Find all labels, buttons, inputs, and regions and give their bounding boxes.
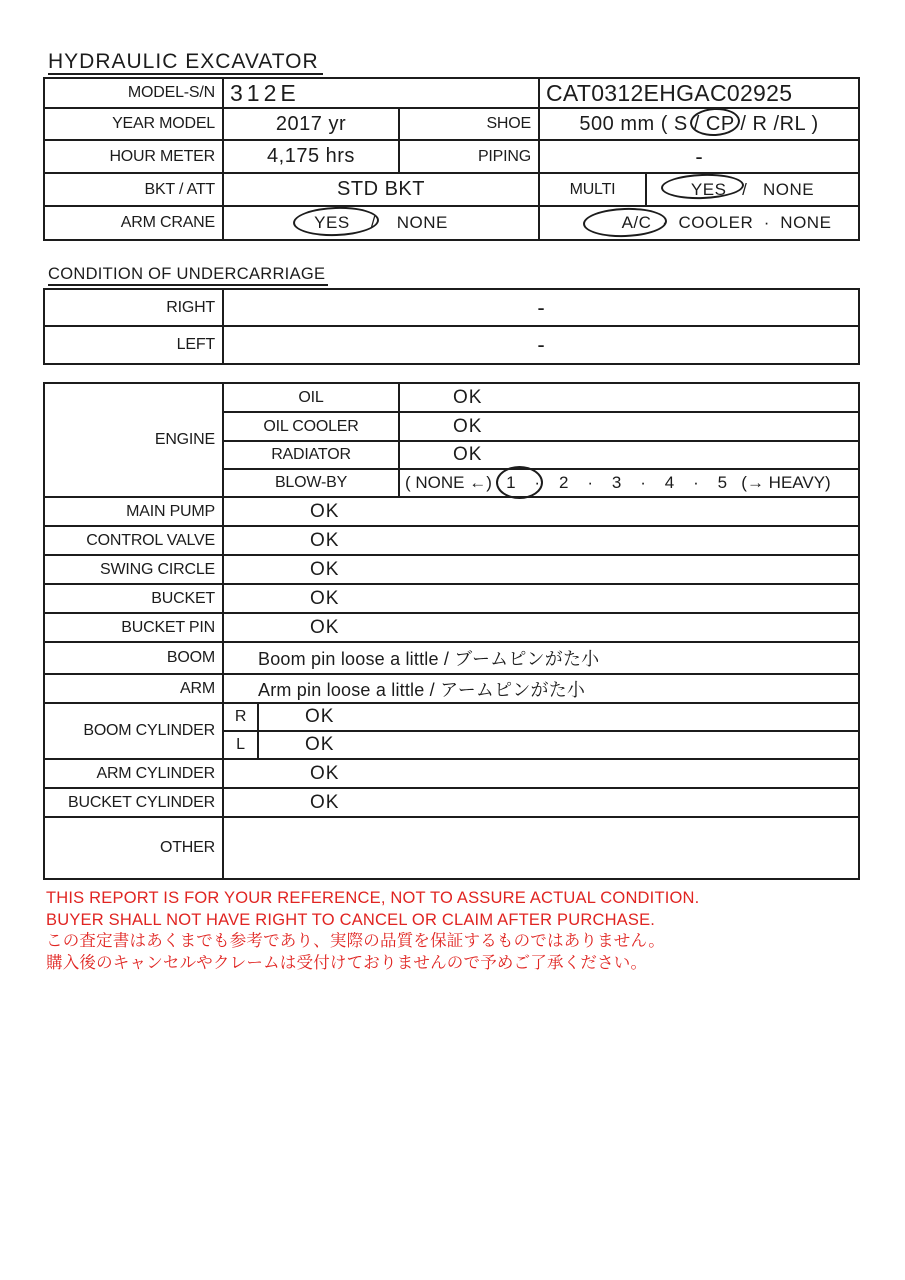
row-bucket xyxy=(44,584,859,613)
arm-crane-value: YES / NONE xyxy=(223,206,539,240)
bkt-att-value: STD BKT xyxy=(223,173,539,206)
row-model-sn xyxy=(44,78,859,108)
swing-circle-value: OK xyxy=(223,555,859,584)
row-other xyxy=(44,817,859,879)
boom-cylinder-r-value: OK xyxy=(258,703,859,731)
hour-meter-value: 4,175 hrs xyxy=(223,140,399,173)
bucket-cylinder-value: OK xyxy=(223,788,859,817)
year-model-value: 2017 yr xyxy=(223,108,399,140)
disclaimer-line-2: BUYER SHALL NOT HAVE RIGHT TO CANCEL OR CLAIM AFTER PURCHASE. xyxy=(46,910,656,929)
row-undercarriage-left xyxy=(44,326,859,364)
row-bucket-pin xyxy=(44,613,859,642)
shoe-label: SHOE xyxy=(399,108,539,140)
arm-value: Arm pin loose a little / アームピンがた小 xyxy=(223,674,859,703)
model-sn-label: MODEL-S/N xyxy=(44,78,223,108)
bucket-value: OK xyxy=(223,584,859,613)
bucket-pin-value: OK xyxy=(223,613,859,642)
right-label: RIGHT xyxy=(44,289,223,326)
radiator-value: OK xyxy=(399,441,859,469)
row-bucket-cylinder xyxy=(44,788,859,817)
multi-label: MULTI xyxy=(539,173,646,206)
boom-cylinder-label: BOOM CYLINDER xyxy=(44,703,223,759)
other-value xyxy=(223,817,859,879)
control-valve-value: OK xyxy=(223,526,859,555)
swing-circle-label: SWING CIRCLE xyxy=(44,555,223,584)
ac-cooler-value: A/C · COOLER · NONE xyxy=(539,206,859,240)
arm-cylinder-value: OK xyxy=(223,759,859,788)
row-boom-cylinder-r xyxy=(44,703,859,731)
disclaimer-line-1: THIS REPORT IS FOR YOUR REFERENCE, NOT TO ASSURE ACTUAL CONDITION. xyxy=(46,889,700,907)
page-title: HYDRAULIC EXCAVATOR xyxy=(48,52,323,75)
undercarriage-table xyxy=(43,288,860,365)
boom-cylinder-l-label: L xyxy=(223,731,258,759)
engine-label: ENGINE xyxy=(44,383,223,497)
blowby-scale-value: ( NONE ←) 1 · 2 · 3 · 4 · 5 (→ HEAVY) xyxy=(399,469,859,497)
arm-label: ARM xyxy=(44,674,223,703)
main-pump-value: OK xyxy=(223,497,859,526)
spec-table xyxy=(43,77,860,241)
arm-crane-label: ARM CRANE xyxy=(44,206,223,240)
radiator-label: RADIATOR xyxy=(223,441,399,469)
disclaimer-block xyxy=(46,888,699,974)
engine-oil-value: OK xyxy=(399,383,859,412)
right-value: - xyxy=(223,289,859,326)
boom-label: BOOM xyxy=(44,642,223,674)
disclaimer-line-3: この査定書はあくまでも参考であり、実際の品質を保証するものではありません。 xyxy=(46,932,665,951)
multi-value: YES / NONE xyxy=(646,173,859,206)
left-label: LEFT xyxy=(44,326,223,364)
year-model-label: YEAR MODEL xyxy=(44,108,223,140)
disclaimer-line-4: 購入後のキャンセルやクレームは受付けておりませんので予めご了承ください。 xyxy=(46,953,648,972)
piping-label: PIPING xyxy=(399,140,539,173)
model-sn-value: 312E xyxy=(223,78,539,108)
control-valve-label: CONTROL VALVE xyxy=(44,526,223,555)
boom-cylinder-r-label: R xyxy=(223,703,258,731)
row-hour-piping xyxy=(44,140,859,173)
oil-cooler-label: OIL COOLER xyxy=(223,412,399,441)
row-armcrane-ac xyxy=(44,206,859,240)
left-value: - xyxy=(223,326,859,364)
row-swing-circle xyxy=(44,555,859,584)
oil-cooler-value: OK xyxy=(399,412,859,441)
bucket-label: BUCKET xyxy=(44,584,223,613)
bucket-pin-label: BUCKET PIN xyxy=(44,613,223,642)
other-label: OTHER xyxy=(44,817,223,879)
boom-value: Boom pin loose a little / ブームピンがた小 xyxy=(223,642,859,674)
row-arm-cylinder xyxy=(44,759,859,788)
bkt-att-label: BKT / ATT xyxy=(44,173,223,206)
arm-cylinder-label: ARM CYLINDER xyxy=(44,759,223,788)
row-engine-oil xyxy=(44,383,859,412)
engine-oil-label: OIL xyxy=(223,383,399,412)
shoe-value: 500 mm ( S / CP / R /RL ) xyxy=(539,108,859,140)
inspection-table xyxy=(43,382,860,880)
piping-value: - xyxy=(539,140,859,173)
serial-number-value: CAT0312EHGAC02925 xyxy=(539,78,859,108)
circle-annotation-blowby-1 xyxy=(496,466,543,499)
row-arm xyxy=(44,674,859,703)
undercarriage-section-title: CONDITION OF UNDERCARRIAGE xyxy=(48,266,328,286)
bucket-cylinder-label: BUCKET CYLINDER xyxy=(44,788,223,817)
blowby-label: BLOW-BY xyxy=(223,469,399,497)
main-pump-label: MAIN PUMP xyxy=(44,497,223,526)
row-boom xyxy=(44,642,859,674)
row-main-pump xyxy=(44,497,859,526)
row-undercarriage-right xyxy=(44,289,859,326)
boom-cylinder-l-value: OK xyxy=(258,731,859,759)
hour-meter-label: HOUR METER xyxy=(44,140,223,173)
row-control-valve xyxy=(44,526,859,555)
